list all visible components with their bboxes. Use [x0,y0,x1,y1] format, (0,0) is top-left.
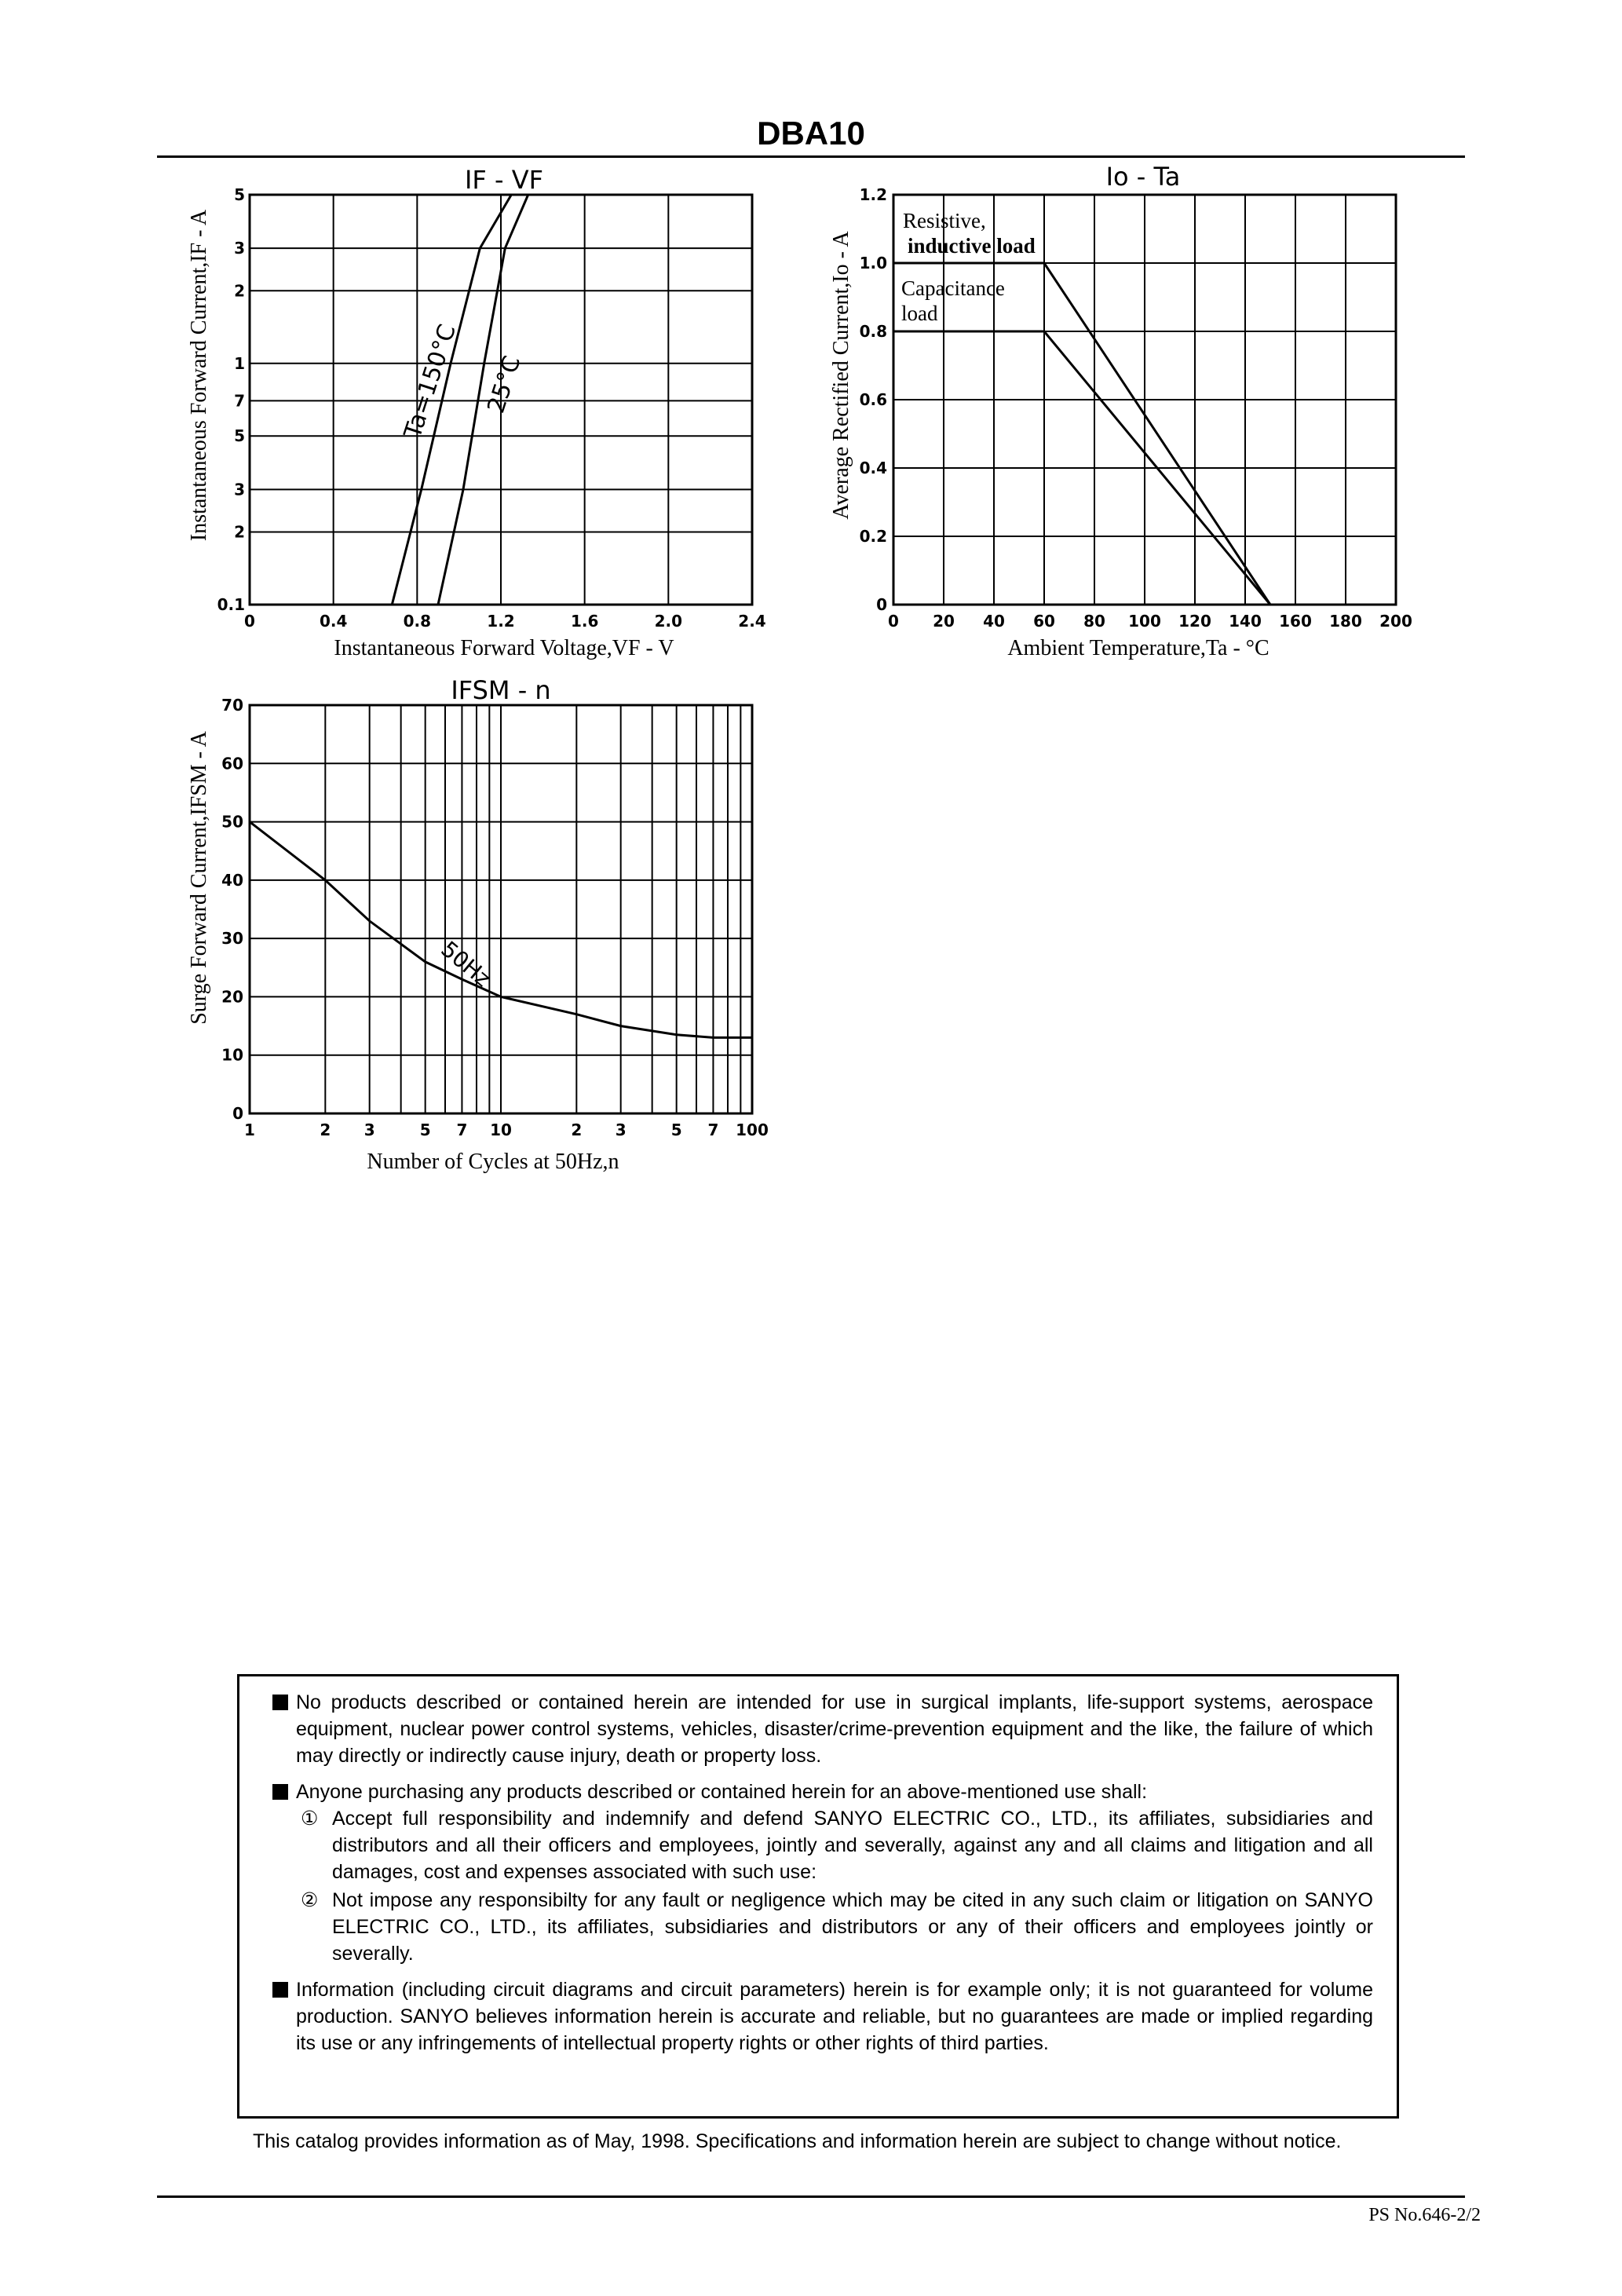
io-ta-label-resistive-1: Resistive, [903,209,986,232]
ifsm-n-x-tick-label: 10 [490,1121,512,1139]
io-ta-y-tick-label: 1.0 [859,254,887,272]
if-vf-y-tick-label: 3 [234,480,245,499]
io-ta-y-axis-label: Average Rectified Current,Io - A [829,231,853,520]
disclaimer-item-2 [272,1779,1373,1805]
square-bullet-icon [272,1784,288,1800]
io-ta-x-tick-label: 160 [1279,612,1312,631]
disclaimer-item-3 [272,1976,1373,2057]
ifsm-n-x-tick-label: 100 [736,1121,769,1139]
square-bullet-icon [272,1695,288,1710]
disclaimer-item-2-sub-2 [272,1887,1373,1967]
ifsm-n-y-tick-label: 40 [221,870,243,890]
ifsm-n-y-tick-label: 70 [221,696,243,715]
io-ta-y-tick-label: 0.4 [859,459,887,477]
io-ta-x-tick-label: 120 [1178,612,1211,631]
disclaimer-box [237,1674,1399,2119]
ifsm-n-y-tick-label: 30 [221,929,243,949]
disclaimer-item-3-text: Information (including circuit diagrams and circuit parameters) herein is for example only; it is not guaranteed for volume production. SANYO believes information herein is accurate and reliable, but no guarantees are made or implied regarding its use or any infringements of intellectual property rights or other rights of third parties. [296,1979,1373,2054]
io-ta-x-tick-label: 20 [933,612,955,631]
ifsm-n-x-tick-label: 7 [707,1121,719,1139]
ifsm-n-x-tick-label: 2 [571,1121,583,1139]
document-number: PS No.646-2/2 [1368,2205,1481,2225]
if-vf-y-tick-label: 3 [234,239,245,258]
ifsm-n-grid [250,705,752,1113]
ifsm-n-y-tick-label: 0 [232,1104,243,1123]
ifsm-n-y-tick-label: 10 [221,1045,243,1065]
ifsm-n-tick-labels [221,696,769,1139]
io-ta-y-tick-label: 1.2 [859,185,887,204]
disclaimer-item-2-sub-1-text: Accept full responsibility and indemnify and defend SANYO ELECTRIC CO., LTD., its affiliates, subsidiaries and distributors and all their officers and employees, jointly and severally, against any and all claims and litigation and all damages, cost and expenses associated with such use: [332,1808,1373,1883]
io-ta-y-tick-label: 0.2 [859,527,887,546]
io-ta-x-tick-label: 100 [1128,612,1161,631]
if-vf-x-axis-label: Instantaneous Forward Voltage,VF - V [334,636,674,660]
chart-ifsm-n [0,0,785,1194]
ifsm-n-x-tick-label: 3 [363,1121,375,1139]
ifsm-n-x-tick-label: 5 [419,1121,431,1139]
if-vf-y-axis-label: Instantaneous Forward Current,IF - A [187,209,211,542]
io-ta-y-tick-label: 0 [876,595,887,614]
footer-rule [157,2195,1465,2198]
disclaimer-item-2-sub-2-text: Not impose any responsibilty for any fault or negligence which may be cited in any such claim or litigation on SANYO ELECTRIC CO., LTD., its affiliates, subsidiaries and distributors or any of their officers and employees jointly or severally. [332,1889,1373,1965]
ifsm-n-x-tick-label: 5 [670,1121,682,1139]
io-ta-x-axis-label: Ambient Temperature,Ta - °C [1007,636,1269,660]
if-vf-y-tick-label: 2 [234,281,245,301]
disclaimer-item-2-sub-1 [272,1805,1373,1885]
io-ta-series-resistive [893,263,1270,605]
disclaimer-item-2-text: Anyone purchasing any products described or contained herein for an above-mentioned use shall: [296,1781,1148,1803]
io-ta-x-tick-label: 80 [1083,612,1105,631]
io-ta-label-capacitance-1: Capacitance [901,276,1005,300]
io-ta-x-tick-label: 60 [1033,612,1055,631]
circled-two-icon: ② [301,1889,319,1911]
io-ta-label-capacitance-2: load [901,302,938,325]
io-ta-x-tick-label: 40 [983,612,1005,631]
io-ta-x-tick-label: 180 [1329,612,1362,631]
io-ta-y-tick-label: 0.6 [859,390,887,409]
if-vf-x-tick-label: 1.6 [570,612,599,631]
ifsm-n-title: IFSM - n [451,675,551,705]
circled-one-icon: ① [301,1808,319,1830]
if-vf-x-tick-label: 1.2 [487,612,515,631]
io-ta-y-tick-label: 0.8 [859,322,887,341]
ifsm-n-x-axis-label: Number of Cycles at 50Hz,n [367,1150,619,1174]
if-vf-y-tick-label: 1 [234,353,245,373]
ifsm-n-y-tick-label: 60 [221,754,243,773]
if-vf-x-tick-label: 2.0 [654,612,683,631]
io-ta-title: Io - Ta [1105,162,1181,192]
io-ta-x-tick-label: 140 [1229,612,1262,631]
if-vf-x-tick-label: 0.4 [319,612,348,631]
if-vf-x-tick-label: 0.8 [403,612,432,631]
disclaimer-item-1 [272,1689,1373,1769]
ifsm-n-x-tick-label: 7 [456,1121,468,1139]
catalog-note: This catalog provides information as of May, 1998. Specifications and information herein are subject to change without notice. [253,2130,1342,2152]
ifsm-n-y-tick-label: 20 [221,987,243,1007]
if-vf-y-tick-label: 5 [234,185,245,204]
if-vf-x-tick-label: 2.4 [738,612,766,631]
square-bullet-icon [272,1982,288,1998]
if-vf-y-tick-label: 5 [234,426,245,446]
ifsm-n-x-tick-label: 2 [320,1121,331,1139]
document-title: DBA10 [757,115,865,152]
if-vf-curve-label-25: 25°C [482,353,527,417]
ifsm-n-x-tick-label: 1 [244,1121,255,1139]
ifsm-n-x-tick-label: 3 [615,1121,627,1139]
if-vf-y-tick-label: 7 [234,391,245,411]
io-ta-x-tick-label: 0 [888,612,899,631]
if-vf-y-tick-label: 0.1 [217,595,245,614]
io-ta-x-tick-label: 200 [1379,612,1412,631]
if-vf-x-tick-label: 0 [244,612,255,631]
io-ta-label-resistive-2: inductive load [908,234,1036,258]
io-ta-series [893,263,1270,605]
ifsm-n-curve-label: 50Hz [436,936,496,993]
ifsm-n-y-axis-label: Surge Forward Current,IFSM - A [187,731,211,1025]
if-vf-curve-label-150: Ta=150°C [399,320,462,442]
disclaimer-item-1-text: No products described or contained herein are intended for use in surgical implants, life-support systems, aerospace equipment, nuclear power control systems, vehicles, disaster/crime-prevention equipment and the like, the failure of which may directly or indirectly cause injury, death or property loss. [296,1691,1373,1767]
if-vf-title: IF - VF [464,165,544,195]
ifsm-n-y-tick-label: 50 [221,812,243,832]
if-vf-y-tick-label: 2 [234,522,245,542]
